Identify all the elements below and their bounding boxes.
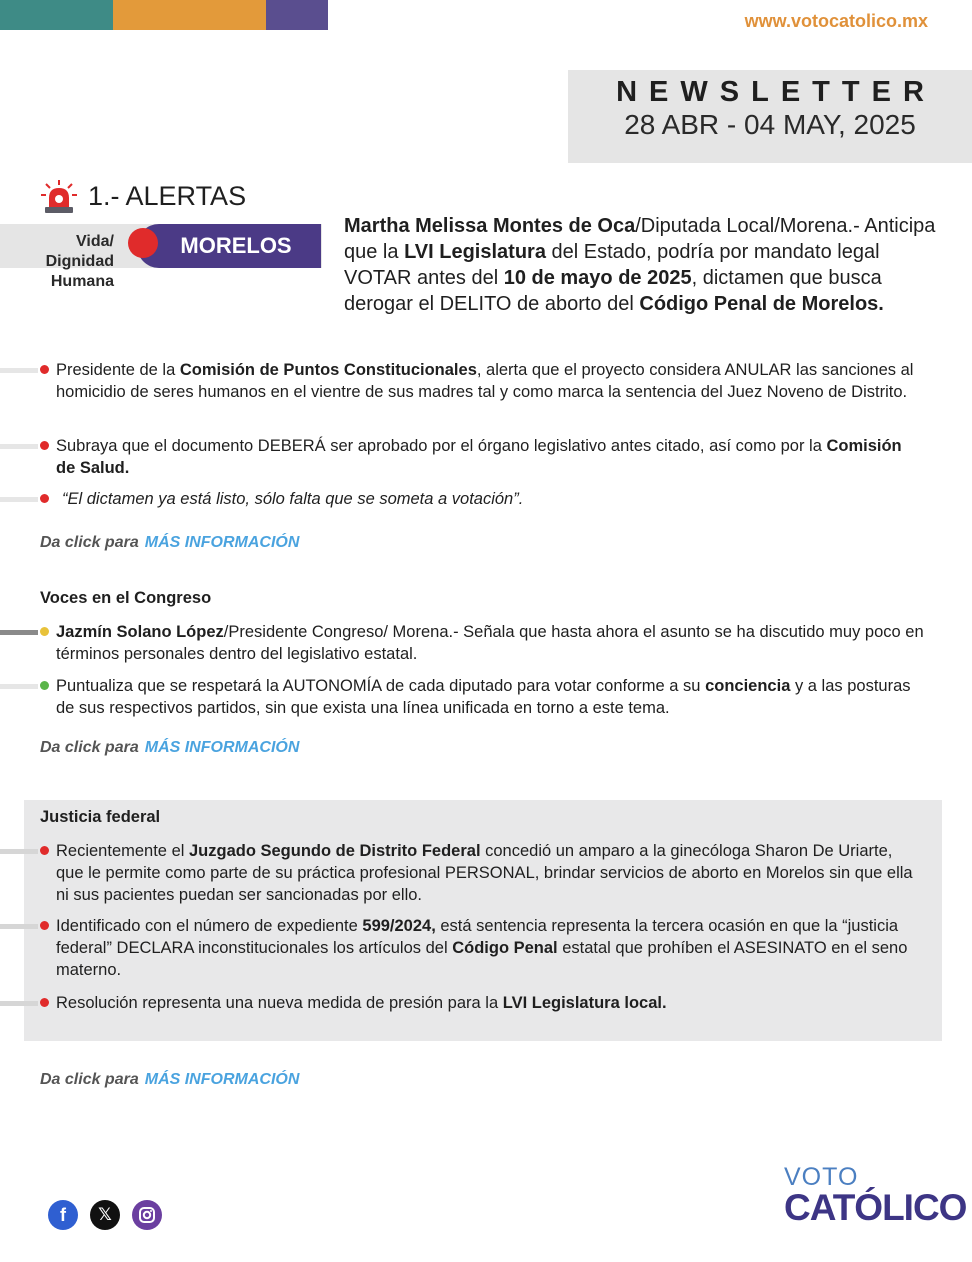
x-icon[interactable]: 𝕏 <box>90 1200 120 1230</box>
lead-text: del Estado, podría por mandato legal VOTAR antes del <box>344 241 880 289</box>
voces-title: Voces en el Congreso <box>40 589 212 607</box>
bullet-bold: Comisión de Salud. <box>56 437 902 477</box>
bullet-line <box>0 849 38 854</box>
category-line: Humana <box>50 273 114 290</box>
bullet-line <box>0 924 38 929</box>
bullet-line <box>0 368 38 373</box>
bullet-text: Identificado con el número de expediente <box>56 917 363 935</box>
justicia-title: Justicia federal <box>40 808 161 826</box>
bullet-bold: Código Penal <box>452 939 558 957</box>
top-color-bar <box>0 0 328 30</box>
website-link[interactable]: www.votocatolico.mx <box>744 11 928 31</box>
lead-role: /Diputada Local/Morena.- Anticipa que la <box>344 215 936 263</box>
logo-bottom-text: CATÓLICO <box>784 1187 967 1228</box>
bullet-dot-icon <box>40 627 49 636</box>
bullet-line <box>0 444 38 449</box>
bullet-quote: “El dictamen ya está listo, sólo falta que se someta a votación”. <box>62 490 524 508</box>
siren-icon <box>40 178 78 214</box>
lead-text: , dictamen que busca derogar el DELITO de aborto del <box>344 267 882 315</box>
bullet-bold: LVI Legislatura local. <box>502 994 667 1012</box>
more-info-prefix: Da click para <box>40 1071 139 1088</box>
bullet-text: y a las posturas de sus respectivos partidos, sin que exista una línea unificada en torno a este tema. <box>56 677 911 717</box>
more-info-prefix: Da click para <box>40 739 139 756</box>
more-info-link[interactable]: MÁS INFORMACIÓN <box>144 739 300 756</box>
lead-date: 10 de mayo de 2025 <box>503 267 692 289</box>
social-icons <box>48 1200 162 1230</box>
bullet-dot-icon <box>40 846 49 855</box>
newsletter-header-box <box>568 70 972 163</box>
bullet-bold: 599/2024, <box>362 917 436 935</box>
voto-catolico-logo <box>784 1164 966 1226</box>
bullet-text: Recientemente el <box>56 842 189 860</box>
lead-name: Martha Melissa Montes de Oca <box>344 215 636 237</box>
lead-paragraph <box>344 213 944 317</box>
more-info <box>40 739 299 757</box>
bullet-text: Puntualiza que se respetará la AUTONOMÍA de cada diputado para votar conforme a su <box>56 677 706 695</box>
bullet-text: concedió un amparo a la ginecóloga Sharon De Uriarte, que le permite como parte de su práctica profesional PERSONAL, brindar servicios de aborto en Morelos sin que ella ni sus pacientes puedan ser sancionadas por ello. <box>56 842 913 904</box>
more-info-link[interactable]: MÁS INFORMACIÓN <box>144 534 300 551</box>
section-title <box>40 178 246 214</box>
bullet-line <box>0 1001 38 1006</box>
bullet-text: Presidente de la <box>56 361 180 379</box>
bullet-line <box>0 630 38 635</box>
more-info <box>40 534 299 552</box>
bullet-dot-icon <box>40 998 49 1007</box>
section-title-text: 1.- ALERTAS <box>88 180 247 211</box>
bullet-dot-icon <box>40 681 49 690</box>
more-info <box>40 1071 299 1089</box>
bullet-bold: conciencia <box>705 677 791 695</box>
more-info-prefix: Da click para <box>40 534 139 551</box>
logo-top-text: VOTO <box>784 1163 859 1191</box>
category-line: Dignidad <box>45 253 114 270</box>
bullet-text: estatal que prohíben el ASESINATO en el seno materno. <box>56 939 908 979</box>
instagram-icon[interactable] <box>132 1200 162 1230</box>
bullet-line <box>0 684 38 689</box>
color-bar-purple <box>266 0 328 30</box>
category-line: Vida/ <box>76 233 114 250</box>
bullet-dot-icon <box>40 441 49 450</box>
bullet-text: Subraya que el documento DEBERÁ ser aprobado por el órgano legislativo antes citado, así como por la <box>56 437 827 455</box>
lead-legislature: LVI Legislatura <box>404 241 546 263</box>
bullet-dot-icon <box>40 494 49 503</box>
lead-code: Código Penal de Morelos. <box>639 293 884 315</box>
more-info-link[interactable]: MÁS INFORMACIÓN <box>144 1071 300 1088</box>
bullet-bold: Jazmín Solano López <box>56 623 224 641</box>
newsletter-dates: 28 ABR - 04 MAY, 2025 <box>624 109 916 140</box>
bullet-text: , alerta que el proyecto considera ANULAR las sanciones al homicidio de seres humanos en el vientre de sus madres tal y como marca la sentencia del Juez Noveno de Distrito. <box>56 361 914 401</box>
bullet-dot-icon <box>40 921 49 930</box>
bullet-text: Resolución representa una nueva medida de presión para la <box>56 994 503 1012</box>
bullet-bold: Juzgado Segundo de Distrito Federal <box>189 842 481 860</box>
facebook-icon[interactable]: f <box>48 1200 78 1230</box>
bullet-text: está sentencia representa la tercera ocasión en que la “justicia federal” DECLARA inconstitucionales los artículos del <box>56 917 899 957</box>
newsletter-title: NEWSLETTER <box>616 76 936 108</box>
bullet-text: /Presidente Congreso/ Morena.- Señala que hasta ahora el asunto se ha discutido muy poco en términos personales dentro del legislativo estatal. <box>56 623 924 663</box>
state-badge: MORELOS <box>137 224 321 268</box>
color-bar-orange <box>113 0 266 30</box>
category-label <box>24 232 114 292</box>
bullet-dot-icon <box>40 365 49 374</box>
bullet-bold: Comisión de Puntos Constitucionales <box>179 361 477 379</box>
bullet-line <box>0 497 38 502</box>
state-red-dot <box>128 228 158 258</box>
color-bar-teal <box>0 0 113 30</box>
